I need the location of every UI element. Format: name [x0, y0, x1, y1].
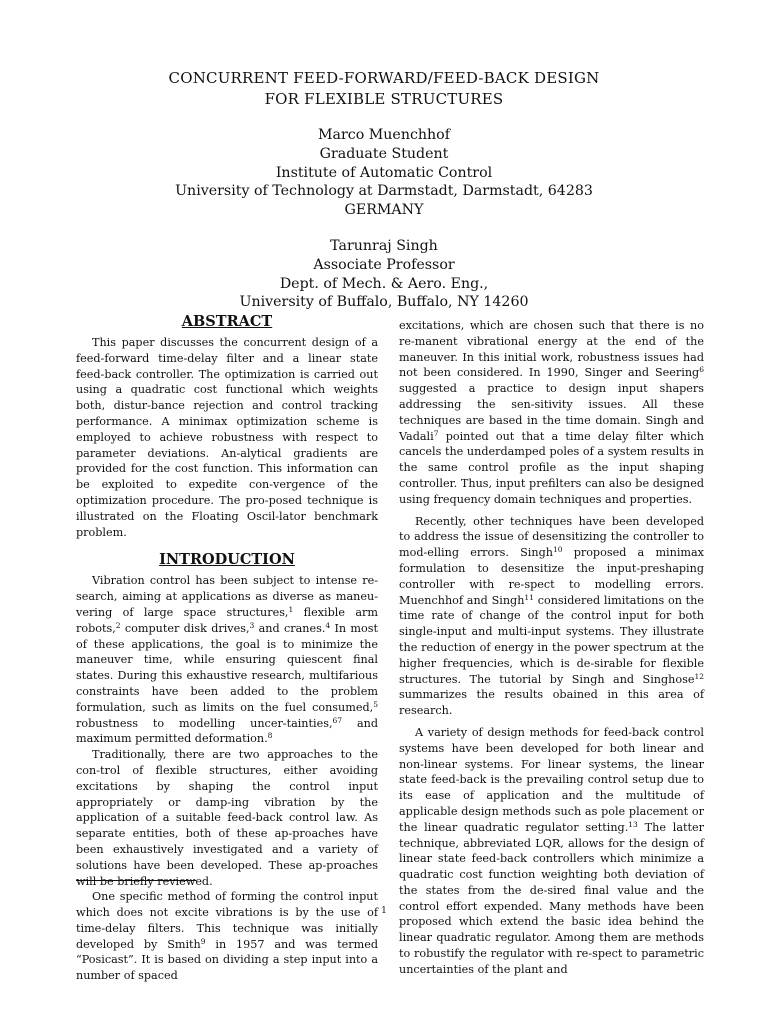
right-paragraph-3: A variety of design methods for feed-back control systems have been developed for both linear and non-linear systems. For linear systems, the linear state feed-back is the prevailing control setup due to its ease of application and the multitude of applicable design methods such as pole placement or the linear quadratic regulator setting.$^{13}$ The latter technique, abbreviated LQR, allows for the design of linear state feed-back controllers which minimize a quadratic cost function weighting both deviation of the states from the de-sired final value and the control effort expended. Many methods have been proposed which extend the basic idea behind the linear quadratic regulator. Among them are methods to robustify the regulator with re-spect to parametric uncertainties of the plant and	[399, 725, 704, 976]
citation: 10	[552, 545, 563, 555]
citation: 9	[200, 936, 206, 946]
citation: 12	[694, 671, 704, 681]
left-column	[76, 312, 378, 984]
page-number: 1	[381, 906, 387, 916]
intro-paragraph-1: Vibration control has been subject to intense re-search, aiming at applications as diverse as maneu-vering of large space structures,$^1$ flexible arm robots,$^2$ computer disk drives,$^3$ and cranes.$^4$ In most of these applications, the goal is to minimize the maneuver time, while ensuring quiescent final states. During this exhaustive research, multifarious constraints have been added to the problem formulation, such as limits on the fuel consumed,$^5$ robustness to modelling uncer-tainties,$^{67}$ and maximum permitted deformation.$^8$	[76, 574, 378, 746]
abstract-text: This paper discusses the concurrent design of a feed-forward time-delay filter and a linear state feed-back controller. The optimization is carried out using a quadratic cost functional which weights both, distur-bance rejection and control tracking performance. A minimax optimization scheme is employed to achieve robustness with respect to parameter deviations. An-alytical gradients are provided for the cost function. This information can be exploited to expedite con-vergence of the optimization procedure. The pro-posed technique is illustrated on the Floating Oscil-lator benchmark problem.	[76, 336, 378, 539]
citation: 67	[332, 715, 343, 725]
citation: 13	[628, 819, 638, 829]
citation: 11	[524, 592, 534, 602]
citation: 7	[433, 428, 439, 438]
author-2-affiliation: University of Buffalo, Buffalo, NY 14260	[239, 294, 529, 311]
right-paragraph-1: excitations, which are chosen such that there is no re-manent vibrational energy at the end of the maneuver. In this initial work, robustness issues had not been considered. In 1990, Singer and Seering$^6$ suggested a practice to design input shapers addressing the sen-sitivity issues. All these techniques are based in the time domain. Singh and Vadali$^7$ pointed out that a time delay filter which cancels the underdamped poles of a system results in the same control profile as the input shaping controller. Thus, input prefilters can also be designed using frequency domain techniques and properties.	[399, 319, 704, 506]
citation: 2	[115, 620, 121, 630]
citation: 6	[699, 365, 704, 375]
author-block	[0, 126, 768, 312]
introduction-heading: INTRODUCTION	[159, 551, 295, 569]
paper-title	[0, 68, 768, 110]
citation: 5	[373, 699, 378, 709]
citation: 3	[249, 620, 255, 630]
author-1-position: Graduate Student	[319, 145, 449, 162]
author-2-dept: Dept. of Mech. & Aero. Eng.,	[279, 275, 489, 292]
author-1-affiliation: University of Technology at Darmstadt, Darmstadt, 64283	[175, 183, 593, 200]
citation: 4	[325, 620, 331, 630]
footnote-rule	[76, 880, 196, 881]
intro-paragraph-2: Traditionally, there are two approaches to the con-trol of flexible structures, either avoiding excitations by shaping the control input appropriately or damp-ing vibration by the application of a suitable feed-back control law. As separate entities, both of these ap-proaches have been exhaustively investigated and a variety of solutions have been developed. These ap-proaches will be briefly reviewed.	[76, 748, 378, 888]
intro-paragraph-3: One specific method of forming the control input which does not excite vibrations is by the use of time-delay filters. This technique was initially developed by Smith$^9$ in 1957 and was termed “Posicast”. It is based on dividing a step input into a number of spaced	[76, 890, 378, 983]
author-2-name: Tarunraj Singh	[330, 237, 438, 254]
author-2-position: Associate Professor	[313, 256, 455, 273]
author-1-name: Marco Muenchhof	[318, 127, 450, 143]
abstract-heading: ABSTRACT	[181, 313, 273, 330]
title-line-2: FOR FLEXIBLE STRUCTURES	[264, 90, 504, 108]
title-line-1: CONCURRENT FEED-FORWARD/FEED-BACK DESIGN	[168, 69, 600, 87]
citation: 8	[267, 731, 273, 741]
author-1-country: GERMANY	[344, 202, 424, 219]
right-paragraph-2: Recently, other techniques have been developed to address the issue of desensitizing the controller to mod-elling errors. Singh$^{10}$ proposed a minimax formulation to desensitize the input-preshaping controller with re-spect to modelling errors. Muenchhof and Singh$^{11}$ considered limitations on the time rate of change of the control input for both single-input and multi-input systems. They illustrate the reduction of energy in the power spectrum at the higher frequencies, which is de-sirable for flexible structures. The tutorial by Singh and Singhose$^{12}$ summarizes the results obained in this area of research.	[399, 514, 704, 718]
author-1-dept: Institute of Automatic Control	[275, 164, 493, 181]
citation: 1	[288, 604, 294, 614]
right-column	[399, 318, 704, 978]
